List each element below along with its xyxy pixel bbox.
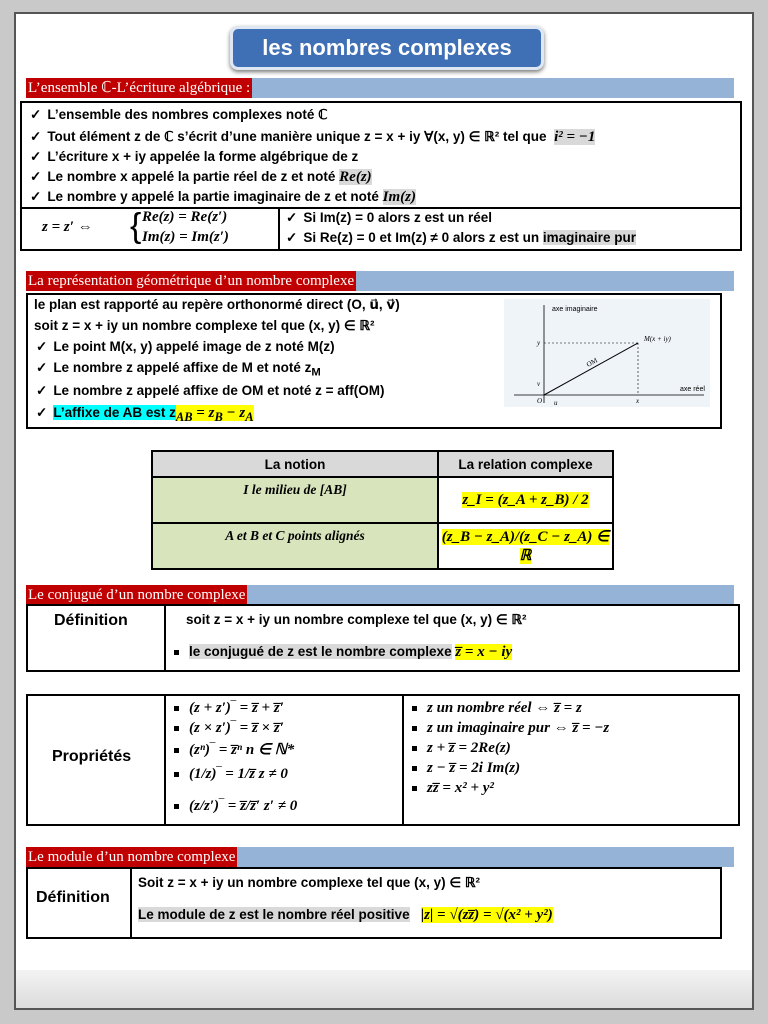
conjugate-properties-box <box>26 694 740 826</box>
prop-right-5: zz̅ = x² + y² <box>412 780 494 797</box>
s2-line-4: ✓ Le nombre z appelé affixe de M et noté $z_M$ <box>36 360 321 379</box>
section-1-heading: L’ensemble ℂ-L’écriture algébrique : <box>28 80 251 96</box>
table-row-2-notion: A et B et C points alignés <box>152 523 438 569</box>
fig-u: u <box>554 399 558 407</box>
fig-point: M(x + iy) <box>644 335 671 343</box>
s1-item-5: ✓ Le nombre y appelé la partie imaginaire de z et noté Im(z) <box>30 189 417 205</box>
section-2-box <box>26 293 722 429</box>
section-1-box <box>20 101 742 251</box>
module-definition-box <box>26 867 722 939</box>
s2-line-3: ✓ Le point M(x, y) appelé image de z noté M(z) <box>36 339 335 354</box>
section-2-bar <box>26 271 734 291</box>
prop-right-4: z − z̅ = 2i Im(z) <box>412 760 520 777</box>
s2-line-5: ✓ Le nombre z appelé affixe de OM et noté z = aff(OM) <box>36 383 385 398</box>
section-2-heading: La représentation géométrique d’un nombre complexe <box>28 273 355 289</box>
section-3-bar <box>26 585 734 605</box>
equality-left: z = z′ ⇔ <box>42 219 93 235</box>
s1-item-2: ✓ Tout élément z de ℂ s’écrit d’une manière unique z = x + iy ∀(x, y) ∈ ℝ² tel que i² = −1 <box>30 129 596 145</box>
notion-table <box>151 450 614 570</box>
section-4-heading: Le module d’un nombre complexe <box>28 849 236 865</box>
s1-item-1: ✓ L’ensemble des nombres complexes noté ℂ <box>30 107 328 122</box>
s1-item-3: ✓ L’écriture x + iy appelée la forme algébrique de z <box>30 149 359 164</box>
equality-sys-2: Im(z) = Im(z′) <box>142 229 229 245</box>
s2-line-1: le plan est rapporté au repère orthonormé direct (O, u⃗, v⃗) <box>34 297 400 312</box>
s2-line-6: ✓ L’affixe de AB est $z_{AB} = z_B - z_A$ <box>36 405 254 424</box>
prop-left-4: (1/z)‾ = 1/z̅ z ≠ 0 <box>174 766 288 783</box>
prop-right-2: z un imaginaire pur ⇔ z̅ = −z <box>412 720 609 737</box>
brace-icon: { <box>130 207 142 245</box>
table-row-1-relation: z_I = (z_A + z_B) / 2 <box>462 491 589 508</box>
s2-line-2: soit z = x + iy un nombre complexe tel que (x, y) ∈ ℝ² <box>34 318 375 333</box>
conj-prop-label: Propriétés <box>52 748 132 765</box>
section-3-heading: Le conjugué d’un nombre complexe <box>28 587 246 603</box>
prop-left-1: (z + z′)‾ = z̅ + z̅′ <box>174 700 284 717</box>
fig-x: x <box>636 397 640 405</box>
prop-left-2: (z × z′)‾ = z̅ × z̅′ <box>174 720 284 737</box>
equality-sys-1: Re(z) = Re(z′) <box>142 209 228 225</box>
module-line-1: Soit z = x + iy un nombre complexe tel que (x, y) ∈ ℝ² <box>138 875 481 890</box>
conj-def-line-1: soit z = x + iy un nombre complexe tel que (x, y) ∈ ℝ² <box>186 612 527 627</box>
table-row-2-relation: (z_B − z_A)/(z_C − z_A) ∈ ℝ <box>441 529 610 564</box>
s1-right-1: ✓ Si Im(z) = 0 alors z est un réel <box>286 210 493 225</box>
section-1-bar <box>26 78 734 98</box>
module-line-2: Le module de z est le nombre réel positive |z| = √(zz̅) = √(x² + y²) <box>138 907 553 923</box>
table-header-notion: La notion <box>152 451 438 477</box>
fig-axe-imag: axe imaginaire <box>552 306 598 313</box>
fig-o: O <box>537 397 543 405</box>
prop-right-1: z un nombre réel ⇔ z̅ = z <box>412 700 582 717</box>
prop-right-3: z + z̅ = 2Re(z) <box>412 740 511 757</box>
module-def-label: Définition <box>36 889 110 906</box>
complex-plane-figure <box>504 299 710 407</box>
s1-right-2: ✓ Si Re(z) = 0 et Im(z) ≠ 0 alors z est un imaginaire pur <box>286 230 636 245</box>
conj-def-line-2: le conjugué de z est le nombre complexe z̅ = x − iy <box>174 644 512 661</box>
section-4-bar <box>26 847 734 867</box>
table-row-1-notion: I le milieu de [AB] <box>152 477 438 523</box>
conjugate-definition-box <box>26 604 740 672</box>
conj-def-label: Définition <box>54 612 128 629</box>
page-title: les nombres complexes <box>230 26 544 70</box>
fig-axe-reel: axe réel <box>680 386 705 393</box>
fig-y: y <box>537 339 541 347</box>
bottom-strip <box>16 970 752 1008</box>
fig-v: v <box>537 380 541 388</box>
fig-om: OM <box>585 356 599 369</box>
table-header-relation: La relation complexe <box>438 451 613 477</box>
prop-left-5: (z/z′)‾ = z̅/z̅′ z′ ≠ 0 <box>174 798 297 815</box>
s1-item-4: ✓ Le nombre x appelé la partie réel de z et noté Re(z) <box>30 169 372 185</box>
prop-left-3: (zⁿ)‾ = z̅ⁿ n ∈ ℕ* <box>174 740 294 759</box>
